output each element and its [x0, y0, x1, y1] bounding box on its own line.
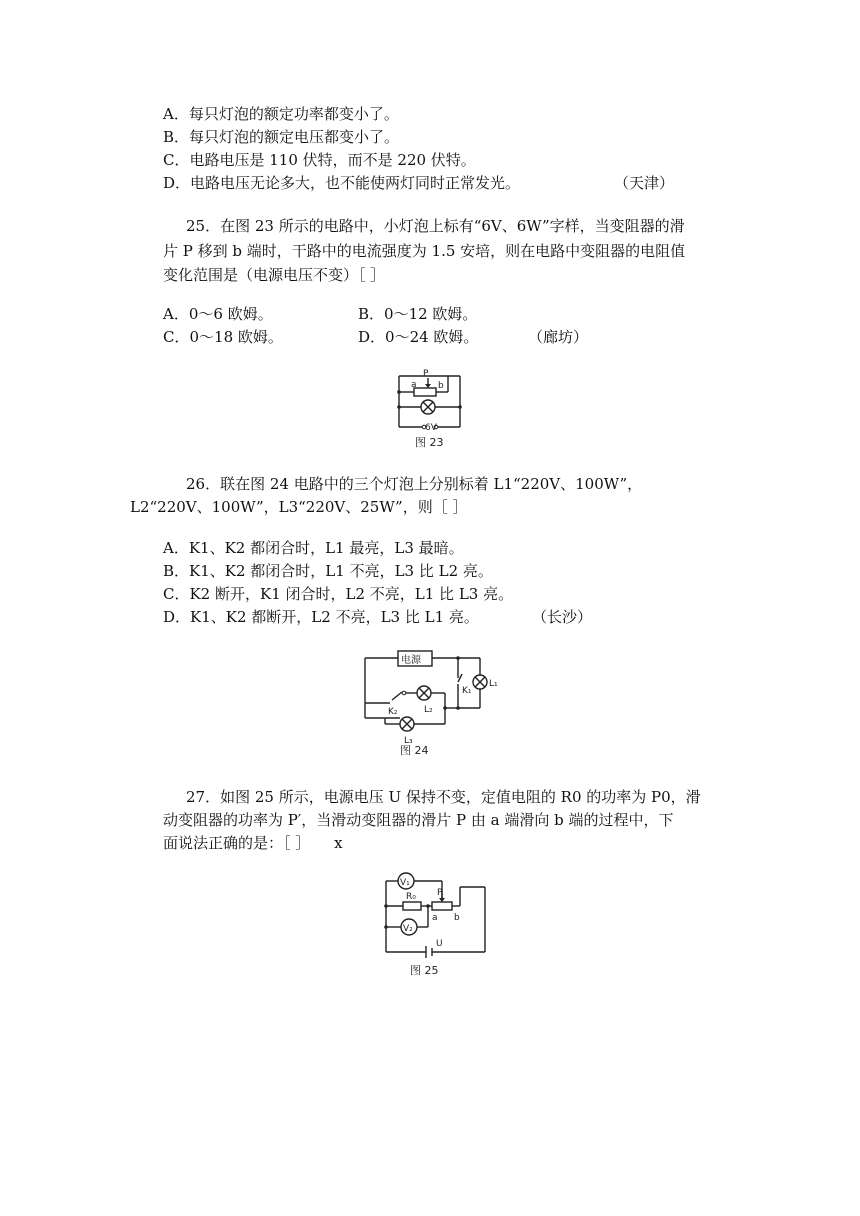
fig24-label-l3: L₃ — [404, 736, 413, 746]
q26-option-d: D．K1、K2 都断开，L2 不亮，L3 比 L1 亮。 — [163, 608, 479, 626]
q25-stem-line1: 25．在图 23 所示的电路中，小灯泡上标有“6V、6W”字样，当变阻器的滑 — [186, 217, 685, 235]
fig23-label-b: b — [438, 381, 444, 391]
q26-stem-line2: L2“220V、100W”，L3“220V、25W”，则［ ］ — [130, 498, 468, 516]
q25-option-d: D．0～24 欧姆。 — [358, 328, 479, 346]
fig24-label-l2: L₂ — [424, 705, 433, 715]
q24-option-a: A．每只灯泡的额定功率都变小了。 — [163, 105, 399, 123]
q25-source: （廊坊） — [528, 328, 589, 346]
q27-stem-line3: 面说法正确的是：［ ］ x — [163, 834, 343, 852]
q25-option-b: B．0～12 欧姆。 — [358, 305, 478, 323]
figure-23-circuit — [390, 364, 470, 450]
fig24-label-k2: K₂ — [388, 707, 398, 717]
fig24-label-l1: L₁ — [489, 679, 498, 689]
fig23-label-voltage: 6V — [425, 423, 437, 433]
fig24-label-k1: K₁ — [462, 686, 472, 696]
fig23-label-p: P — [423, 369, 429, 379]
fig25-label-v2: V₂ — [403, 924, 413, 934]
q24-option-b: B．每只灯泡的额定电压都变小了。 — [163, 128, 400, 146]
fig25-label-b: b — [454, 913, 460, 923]
fig25-label-r0: R₀ — [406, 892, 416, 902]
fig25-label-p: P — [437, 888, 443, 898]
q26-source: （长沙） — [532, 608, 593, 626]
q25-stem-line3: 变化范围是（电源电压不变）［ ］ — [163, 266, 386, 284]
q26-option-c: C．K2 断开，K1 闭合时，L2 不亮，L1 比 L3 亮。 — [163, 585, 514, 603]
q27-stem-line1: 27．如图 25 所示，电源电压 U 保持不变，定值电阻的 R0 的功率为 P0，滑 — [186, 788, 701, 806]
fig24-source-label: 电源 — [401, 655, 421, 666]
fig23-label-a: a — [411, 380, 417, 390]
q24-option-d: D．电路电压无论多大，也不能使两灯同时正常发光。 — [163, 174, 521, 192]
q25-option-a: A．0～6 欧姆。 — [163, 305, 273, 323]
figure-25-circuit — [380, 866, 495, 978]
q25-option-c: C．0～18 欧姆。 — [163, 328, 283, 346]
fig25-caption: 图 25 — [410, 964, 439, 977]
q26-option-a: A．K1、K2 都闭合时，L1 最亮，L3 最暗。 — [163, 539, 464, 557]
figure-24-circuit — [360, 648, 510, 758]
fig25-label-u: U — [436, 939, 443, 949]
q27-stem-line2: 动变阻器的功率为 P′，当滑动变阻器的滑片 P 由 a 端滑向 b 端的过程中，下 — [163, 811, 674, 829]
fig25-label-a: a — [432, 913, 438, 923]
q25-stem-line2: 片 P 移到 b 端时，干路中的电流强度为 1.5 安培，则在电路中变阻器的电阻值 — [163, 242, 686, 260]
fig24-caption: 图 24 — [400, 744, 429, 757]
q24-source: （天津） — [614, 174, 675, 192]
q26-stem-line1: 26．联在图 24 电路中的三个灯泡上分别标着 L1“220V、100W”， — [186, 475, 643, 493]
fig25-label-v1: V₁ — [400, 878, 410, 888]
q26-option-b: B．K1、K2 都闭合时，L1 不亮，L3 比 L2 亮。 — [163, 562, 493, 580]
q24-option-c: C．电路电压是 110 伏特，而不是 220 伏特。 — [163, 151, 476, 169]
fig23-caption: 图 23 — [415, 436, 444, 449]
